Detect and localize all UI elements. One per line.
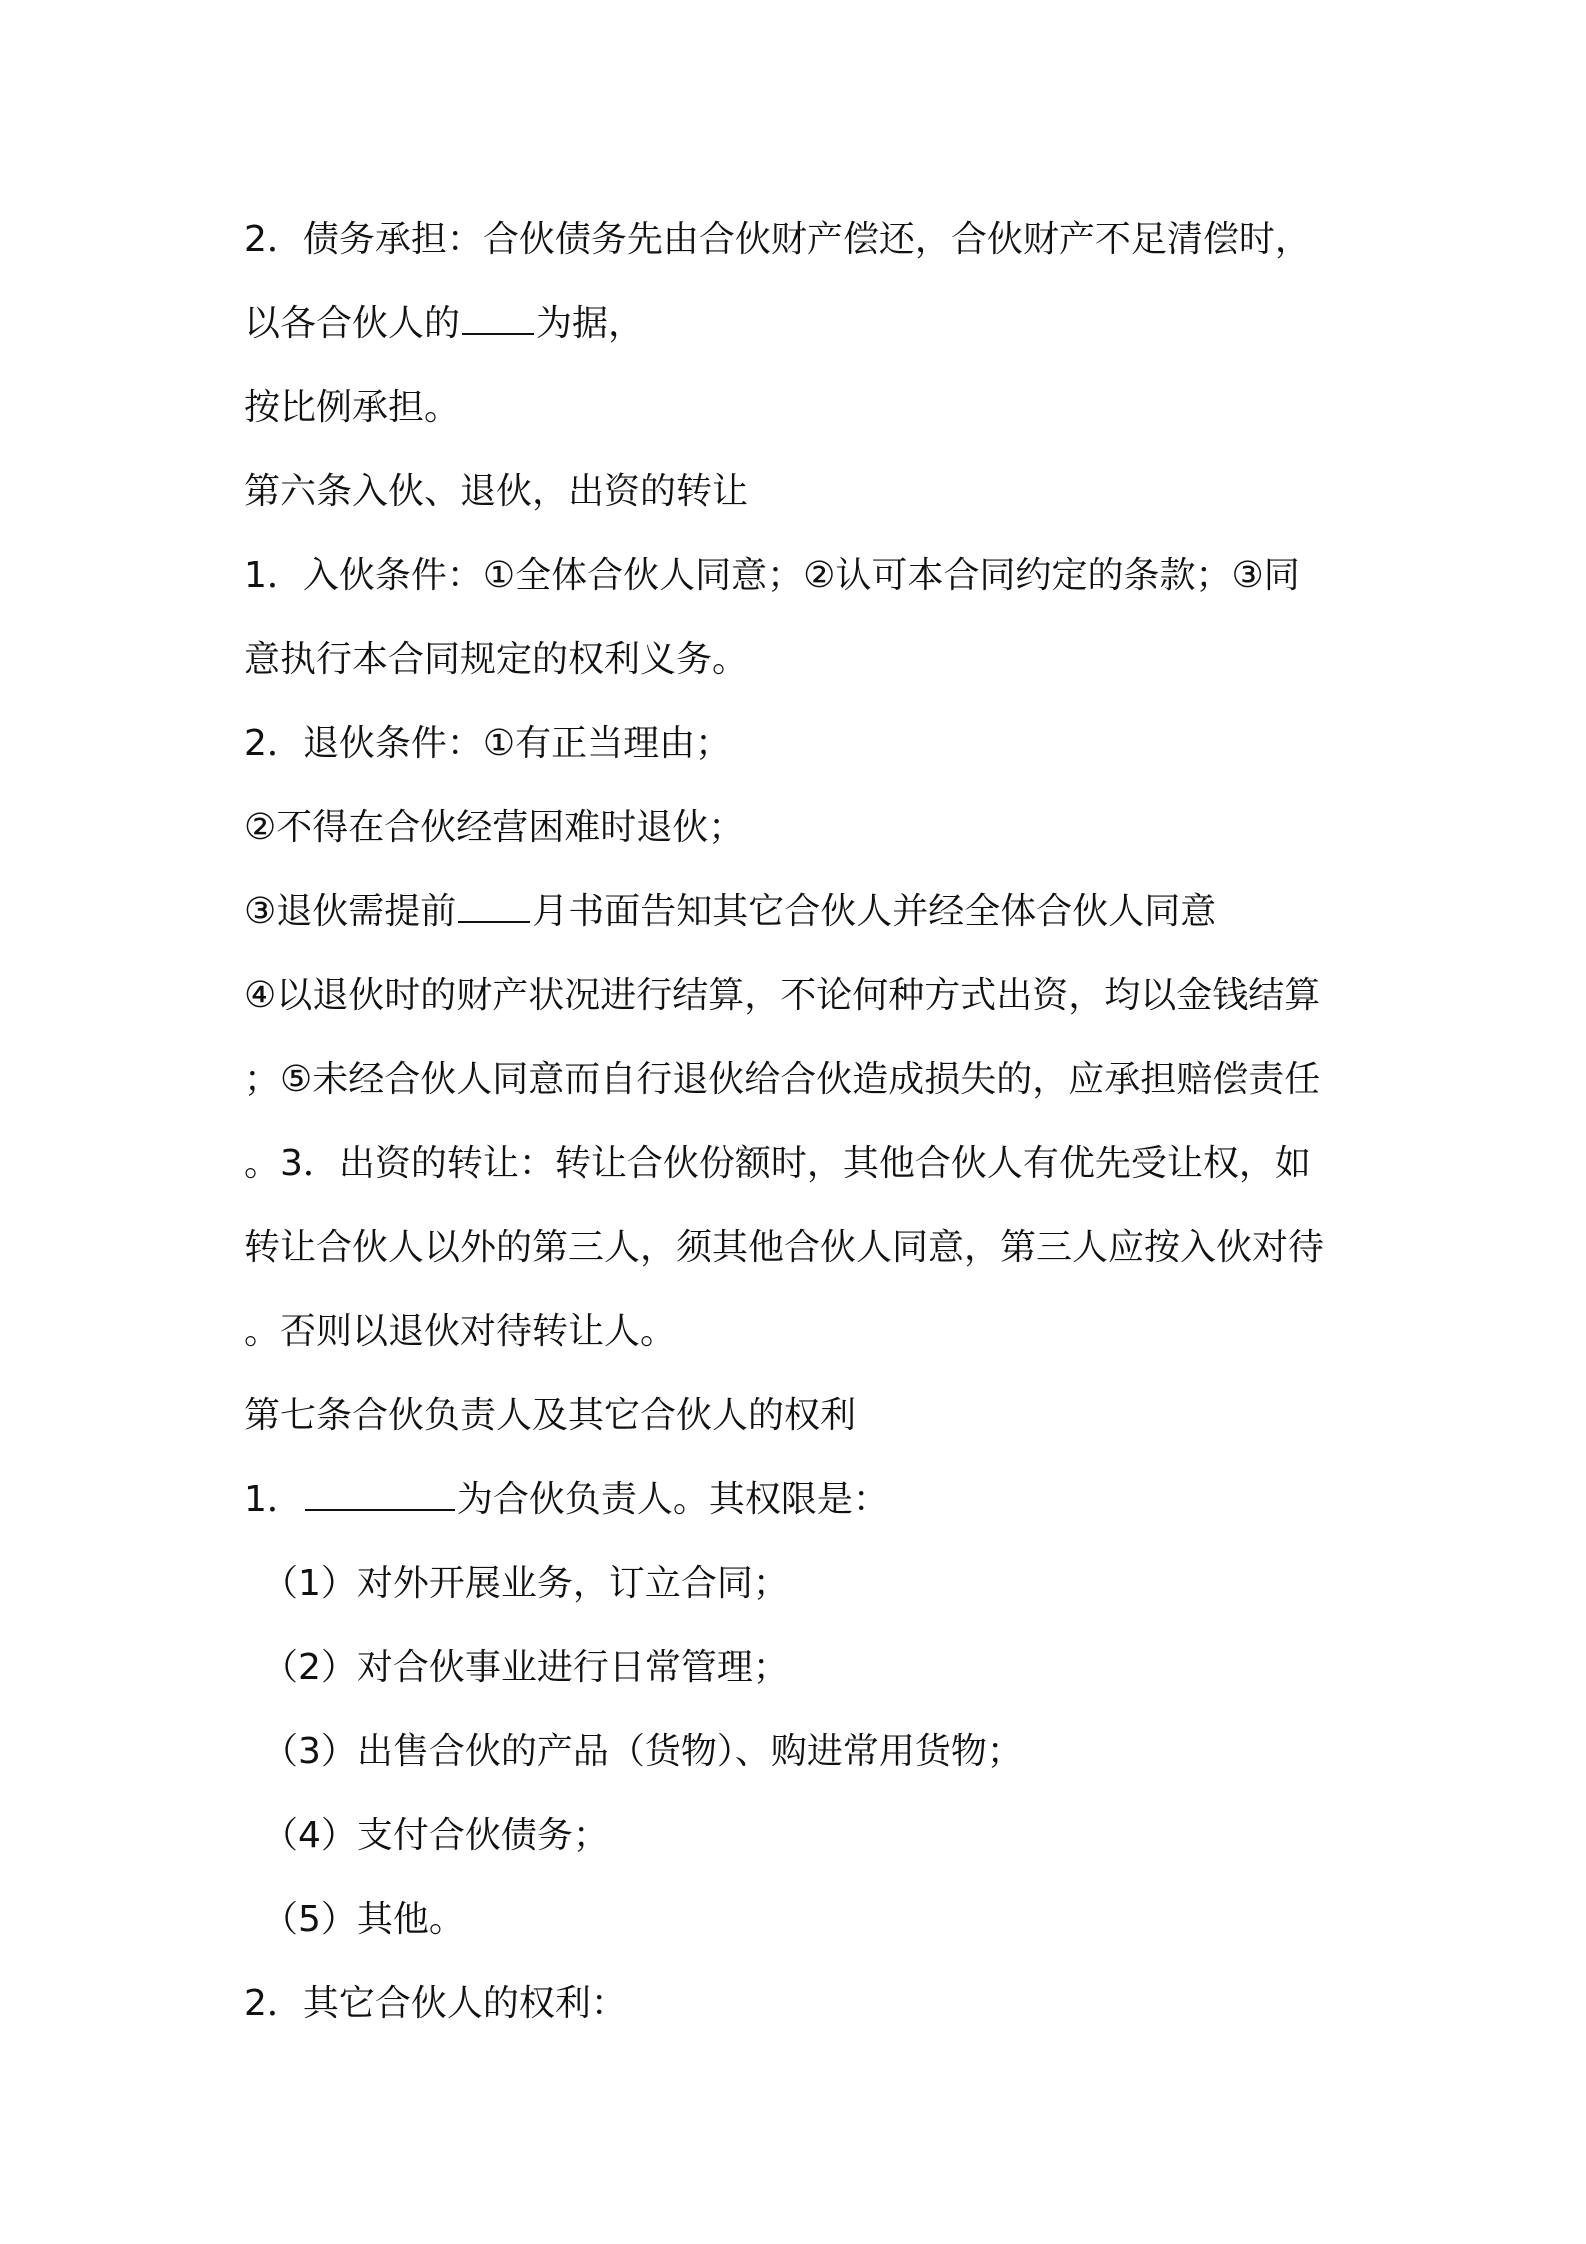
section-heading-article-6: 第六条入伙、退伙，出资的转让 bbox=[244, 471, 749, 512]
list-item-authority-5: （5）其他。 bbox=[262, 1899, 465, 1940]
list-item-authority-2: （2）对合伙事业进行日常管理； bbox=[262, 1647, 789, 1688]
text-segment: 为据， bbox=[536, 303, 645, 344]
text-segment: 1． bbox=[244, 1479, 303, 1520]
text-segment: ③退伙需提前 bbox=[244, 891, 457, 932]
text-segment: 月书面告知其它合伙人并经全体合伙人同意 bbox=[532, 891, 1217, 932]
text-line-withdraw-3 bbox=[244, 870, 1374, 954]
text-line-debt-bearing: 2．债务承担：合伙债务先由合伙财产偿还，合伙财产不足清偿时， bbox=[244, 219, 1311, 260]
fill-in-blank bbox=[458, 891, 530, 923]
text-line-transfer: 。3．出资的转让：转让合伙份额时，其他合伙人有优先受让权，如 bbox=[244, 1143, 1311, 1184]
text-line-withdraw-4: ④以退伙时的财产状况进行结算，不论何种方式出资，均以金钱结算 bbox=[244, 975, 1321, 1016]
section-heading-article-7: 第七条合伙负责人及其它合伙人的权利 bbox=[244, 1395, 857, 1436]
text-line-other-partners-rights: 2．其它合伙人的权利： bbox=[244, 1983, 627, 2024]
list-item-authority-1: （1）对外开展业务，订立合同； bbox=[262, 1563, 789, 1604]
text-segment: 以各合伙人的 bbox=[244, 303, 461, 344]
text-line-debt-ratio bbox=[244, 282, 1374, 366]
text-line-join-conditions-cont: 意执行本合同规定的权利义务。 bbox=[244, 639, 749, 680]
text-line-withdraw-conditions: 2．退伙条件：①有正当理由； bbox=[244, 723, 732, 764]
text-line-join-conditions: 1．入伙条件：①全体合伙人同意；②认可本合同约定的条款；③同 bbox=[244, 555, 1300, 596]
text-line-proportion: 按比例承担。 bbox=[244, 387, 461, 428]
text-line-withdraw-2: ②不得在合伙经营困难时退伙； bbox=[244, 807, 745, 848]
document-body bbox=[244, 198, 1374, 2046]
text-line-withdraw-5: ；⑤未经合伙人同意而自行退伙给合伙造成损失的，应承担赔偿责任 bbox=[244, 1059, 1321, 1100]
text-line-transfer-cont: 转让合伙人以外的第三人，须其他合伙人同意，第三人应按入伙对待 bbox=[244, 1227, 1325, 1268]
list-item-authority-4: （4）支付合伙债务； bbox=[262, 1815, 609, 1856]
text-segment: 为合伙负责人。其权限是： bbox=[456, 1479, 889, 1520]
fill-in-blank bbox=[462, 303, 534, 335]
text-line-transfer-end: 。否则以退伙对待转让人。 bbox=[244, 1311, 677, 1352]
fill-in-blank bbox=[305, 1479, 455, 1511]
text-line-responsible-person bbox=[244, 1458, 1374, 1542]
list-item-authority-3: （3）出售合伙的产品（货物）、购进常用货物； bbox=[262, 1731, 1023, 1772]
